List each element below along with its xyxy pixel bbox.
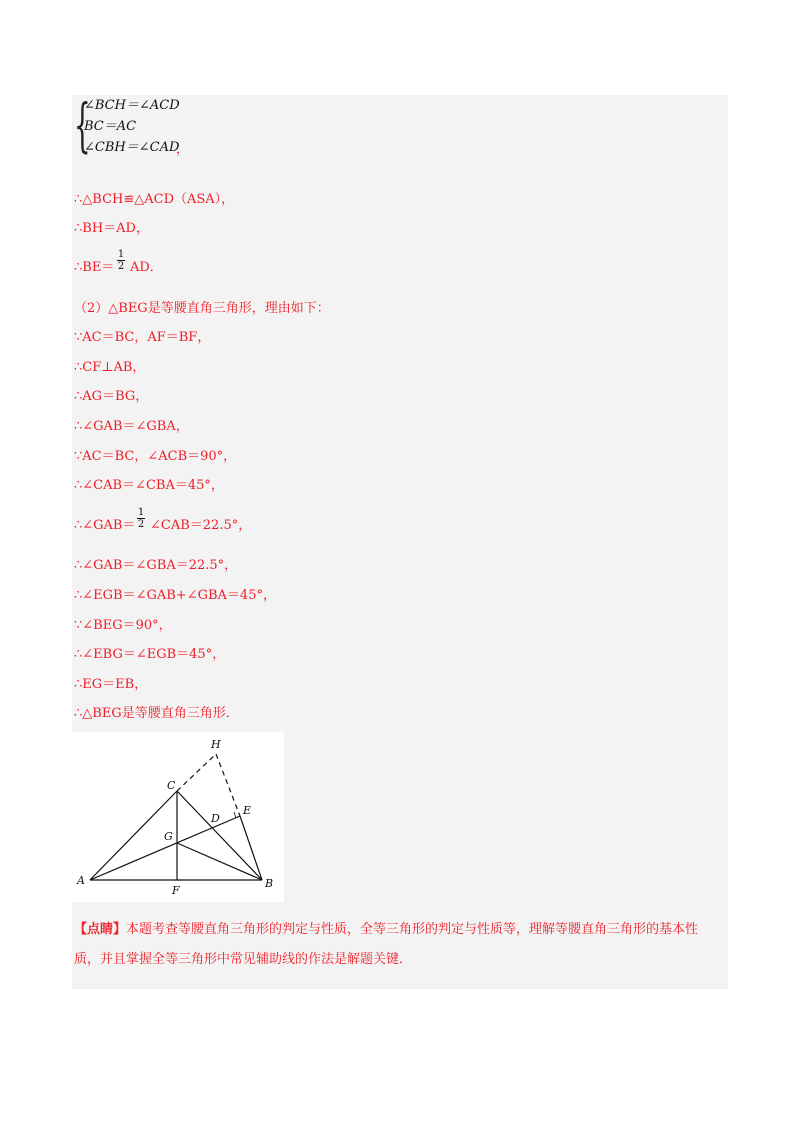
key-point-tag: 【点睛】 <box>74 922 127 937</box>
proof-line: ∴∠CAB＝∠CBA＝45°， <box>74 478 224 493</box>
segment-CH-dashed <box>177 754 216 791</box>
system-end-punct: ， <box>176 142 190 157</box>
segment-EB <box>240 816 262 880</box>
system-row-1: ∠BCH＝∠ACD <box>84 98 180 113</box>
fraction-half <box>136 507 146 530</box>
proof-line: ∴∠GAB＝∠GBA＝22.5°， <box>74 558 238 573</box>
label-E: E <box>243 804 252 817</box>
proof-line: ∴∠EBG＝∠EGB＝45°， <box>74 647 226 662</box>
proof-line: ∴△BCH≌△ACD（ASA）， <box>74 192 235 207</box>
fraction-numerator: 1 <box>137 507 145 518</box>
label-B: B <box>265 877 274 890</box>
proof-line: ∴∠GAB＝∠GBA， <box>74 419 189 434</box>
proof-line: ∴△BEG是等腰直角三角形． <box>74 706 239 721</box>
proof-line: ∵∠BEG＝90°， <box>74 618 172 633</box>
proof-line: ∴∠EGB＝∠GAB+∠GBA＝45°， <box>74 588 276 603</box>
proof-line: ∴EG＝EB， <box>74 677 148 692</box>
left-brace: { <box>74 91 91 159</box>
proof-line: ∵AC＝BC，∠ACB＝90°， <box>74 449 237 464</box>
segment-HE-dashed <box>216 754 240 816</box>
label-H: H <box>211 738 221 751</box>
equation-system <box>74 91 214 160</box>
proof-line: ∴AG＝BG， <box>74 389 149 404</box>
proof-line: AD． <box>130 260 163 275</box>
key-point-note <box>74 915 724 975</box>
right-angle-mark <box>234 812 236 818</box>
fraction-half <box>116 249 126 272</box>
fraction-denominator: 2 <box>137 519 145 530</box>
label-F: F <box>172 884 180 897</box>
triangle-diagram <box>72 732 284 902</box>
proof-line: ∴∠GAB＝ <box>74 518 136 533</box>
proof-line: ∵AC＝BC，AF＝BF， <box>74 330 211 345</box>
label-A: A <box>77 874 85 887</box>
key-point-text: 本题考查等腰直角三角形的判定与性质，全等三角形的判定与性质等，理解等腰直角三角形的基本性质，并且掌握全等三角形中常见辅助线的作法是解题关键． <box>74 922 699 967</box>
segment-GB <box>177 843 262 880</box>
fraction-numerator: 1 <box>117 249 125 260</box>
proof-line: ∴BE＝ <box>74 260 115 275</box>
proof-line: ∠CAB＝22.5°， <box>150 518 252 533</box>
label-G: G <box>164 830 173 843</box>
geometry-figure <box>72 732 284 902</box>
label-D: D <box>211 812 220 825</box>
proof-line: ∴BH＝AD， <box>74 221 149 236</box>
label-C: C <box>167 779 176 792</box>
segment-AE <box>90 816 240 880</box>
proof-line: ∴CF⊥AB， <box>74 360 146 375</box>
fraction-denominator: 2 <box>117 261 125 272</box>
system-row-2: BC＝AC <box>84 119 137 134</box>
system-row-3: ∠CBH＝∠CAD <box>84 140 180 155</box>
proof-line-heading: （2）△BEG是等腰直角三角形，理由如下： <box>74 301 330 316</box>
